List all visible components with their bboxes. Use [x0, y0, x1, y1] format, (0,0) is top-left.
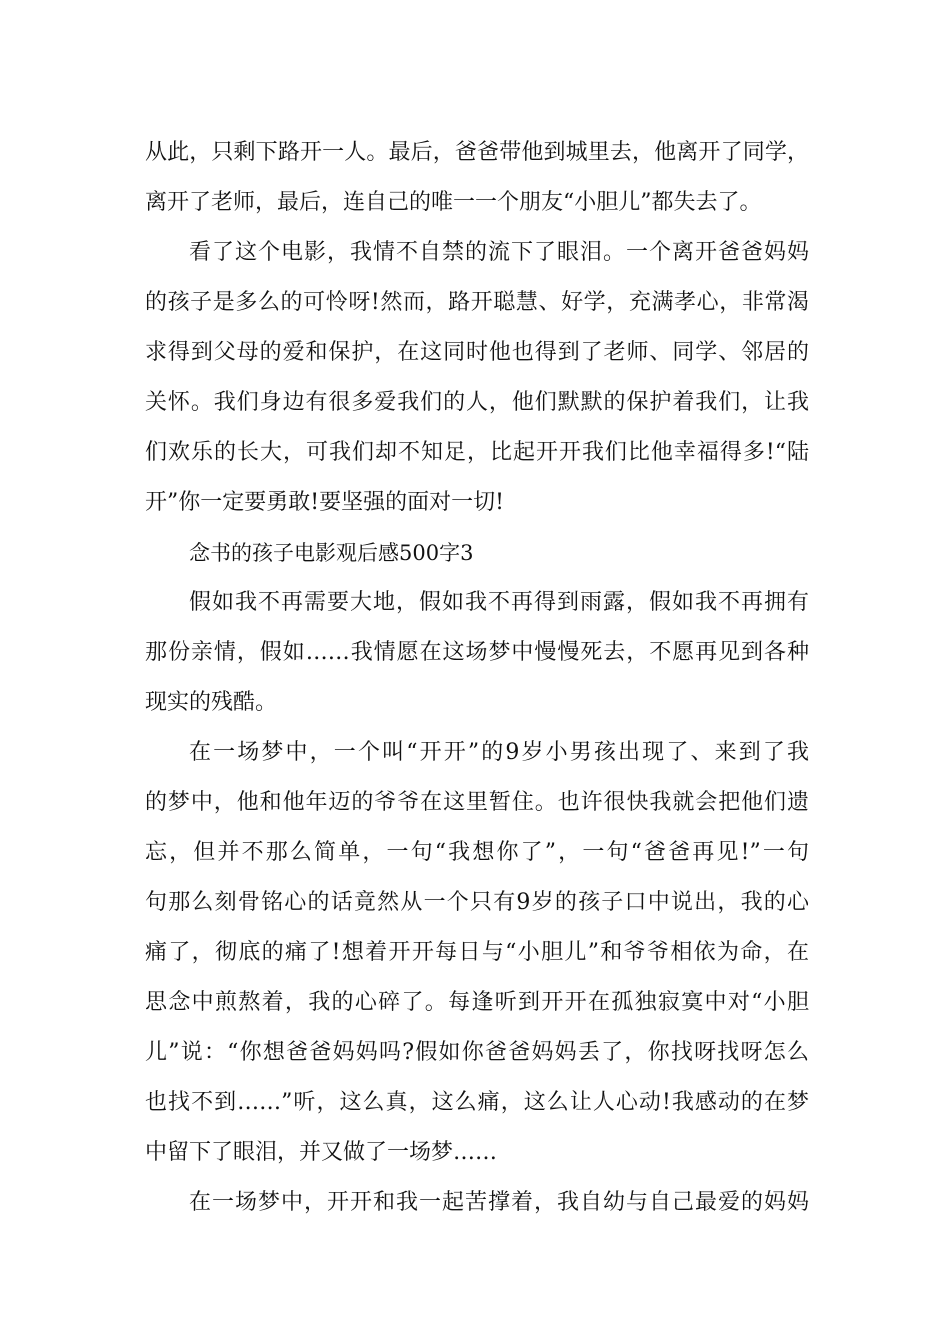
text-line: 痛了，彻底的痛了!想着开开每日与“小胆儿”和爷爷相依为命，在	[145, 940, 809, 965]
section-heading: 念书的孩子电影观后感500字3	[189, 541, 474, 565]
text-line: 们欢乐的长大，可我们却不知足，比起开开我们比他幸福得多!“陆	[145, 440, 809, 465]
text-line: 开”你一定要勇敢!要坚强的面对一切!	[145, 490, 504, 515]
text-line: 在一场梦中，一个叫“开开”的9岁小男孩出现了、来到了我	[189, 740, 809, 765]
text-line: 现实的残酷。	[145, 690, 278, 715]
text-line: 的梦中，他和他年迈的爷爷在这里暂住。也许很快我就会把他们遗	[145, 790, 809, 815]
text-line: 句那么刻骨铭心的话竟然从一个只有9岁的孩子口中说出，我的心	[145, 890, 809, 915]
document-body	[145, 128, 809, 1228]
text-line: 那份亲情，假如……我情愿在这场梦中慢慢死去，不愿再见到各种	[145, 640, 809, 665]
text-line: 看了这个电影，我情不自禁的流下了眼泪。一个离开爸爸妈妈	[189, 240, 809, 265]
text-line: 离开了老师，最后，连自己的唯一一个朋友“小胆儿”都失去了。	[145, 190, 762, 215]
text-line: 假如我不再需要大地，假如我不再得到雨露，假如我不再拥有	[189, 590, 809, 615]
text-line: 从此，只剩下路开一人。最后，爸爸带他到城里去，他离开了同学，	[145, 140, 809, 165]
text-line: 儿”说：“你想爸爸妈妈吗?假如你爸爸妈妈丢了，你找呀找呀怎么	[145, 1040, 809, 1065]
text-line: 在一场梦中，开开和我一起苦撑着，我自幼与自己最爱的妈妈	[189, 1190, 809, 1215]
text-line: 思念中煎熬着，我的心碎了。每逢听到开开在孤独寂寞中对“小胆	[145, 990, 809, 1015]
text-line: 也找不到……”听，这么真，这么痛，这么让人心动!我感动的在梦	[145, 1090, 809, 1115]
text-line: 求得到父母的爱和保护，在这同时他也得到了老师、同学、邻居的	[145, 340, 809, 365]
text-line: 中留下了眼泪，并又做了一场梦……	[145, 1140, 498, 1165]
text-line: 忘，但并不那么简单，一句“我想你了”，一句“爸爸再见!”一句	[145, 840, 809, 865]
text-line: 关怀。我们身边有很多爱我们的人，他们默默的保护着我们，让我	[145, 390, 809, 415]
text-line: 的孩子是多么的可怜呀!然而，路开聪慧、好学，充满孝心，非常渴	[145, 290, 809, 315]
